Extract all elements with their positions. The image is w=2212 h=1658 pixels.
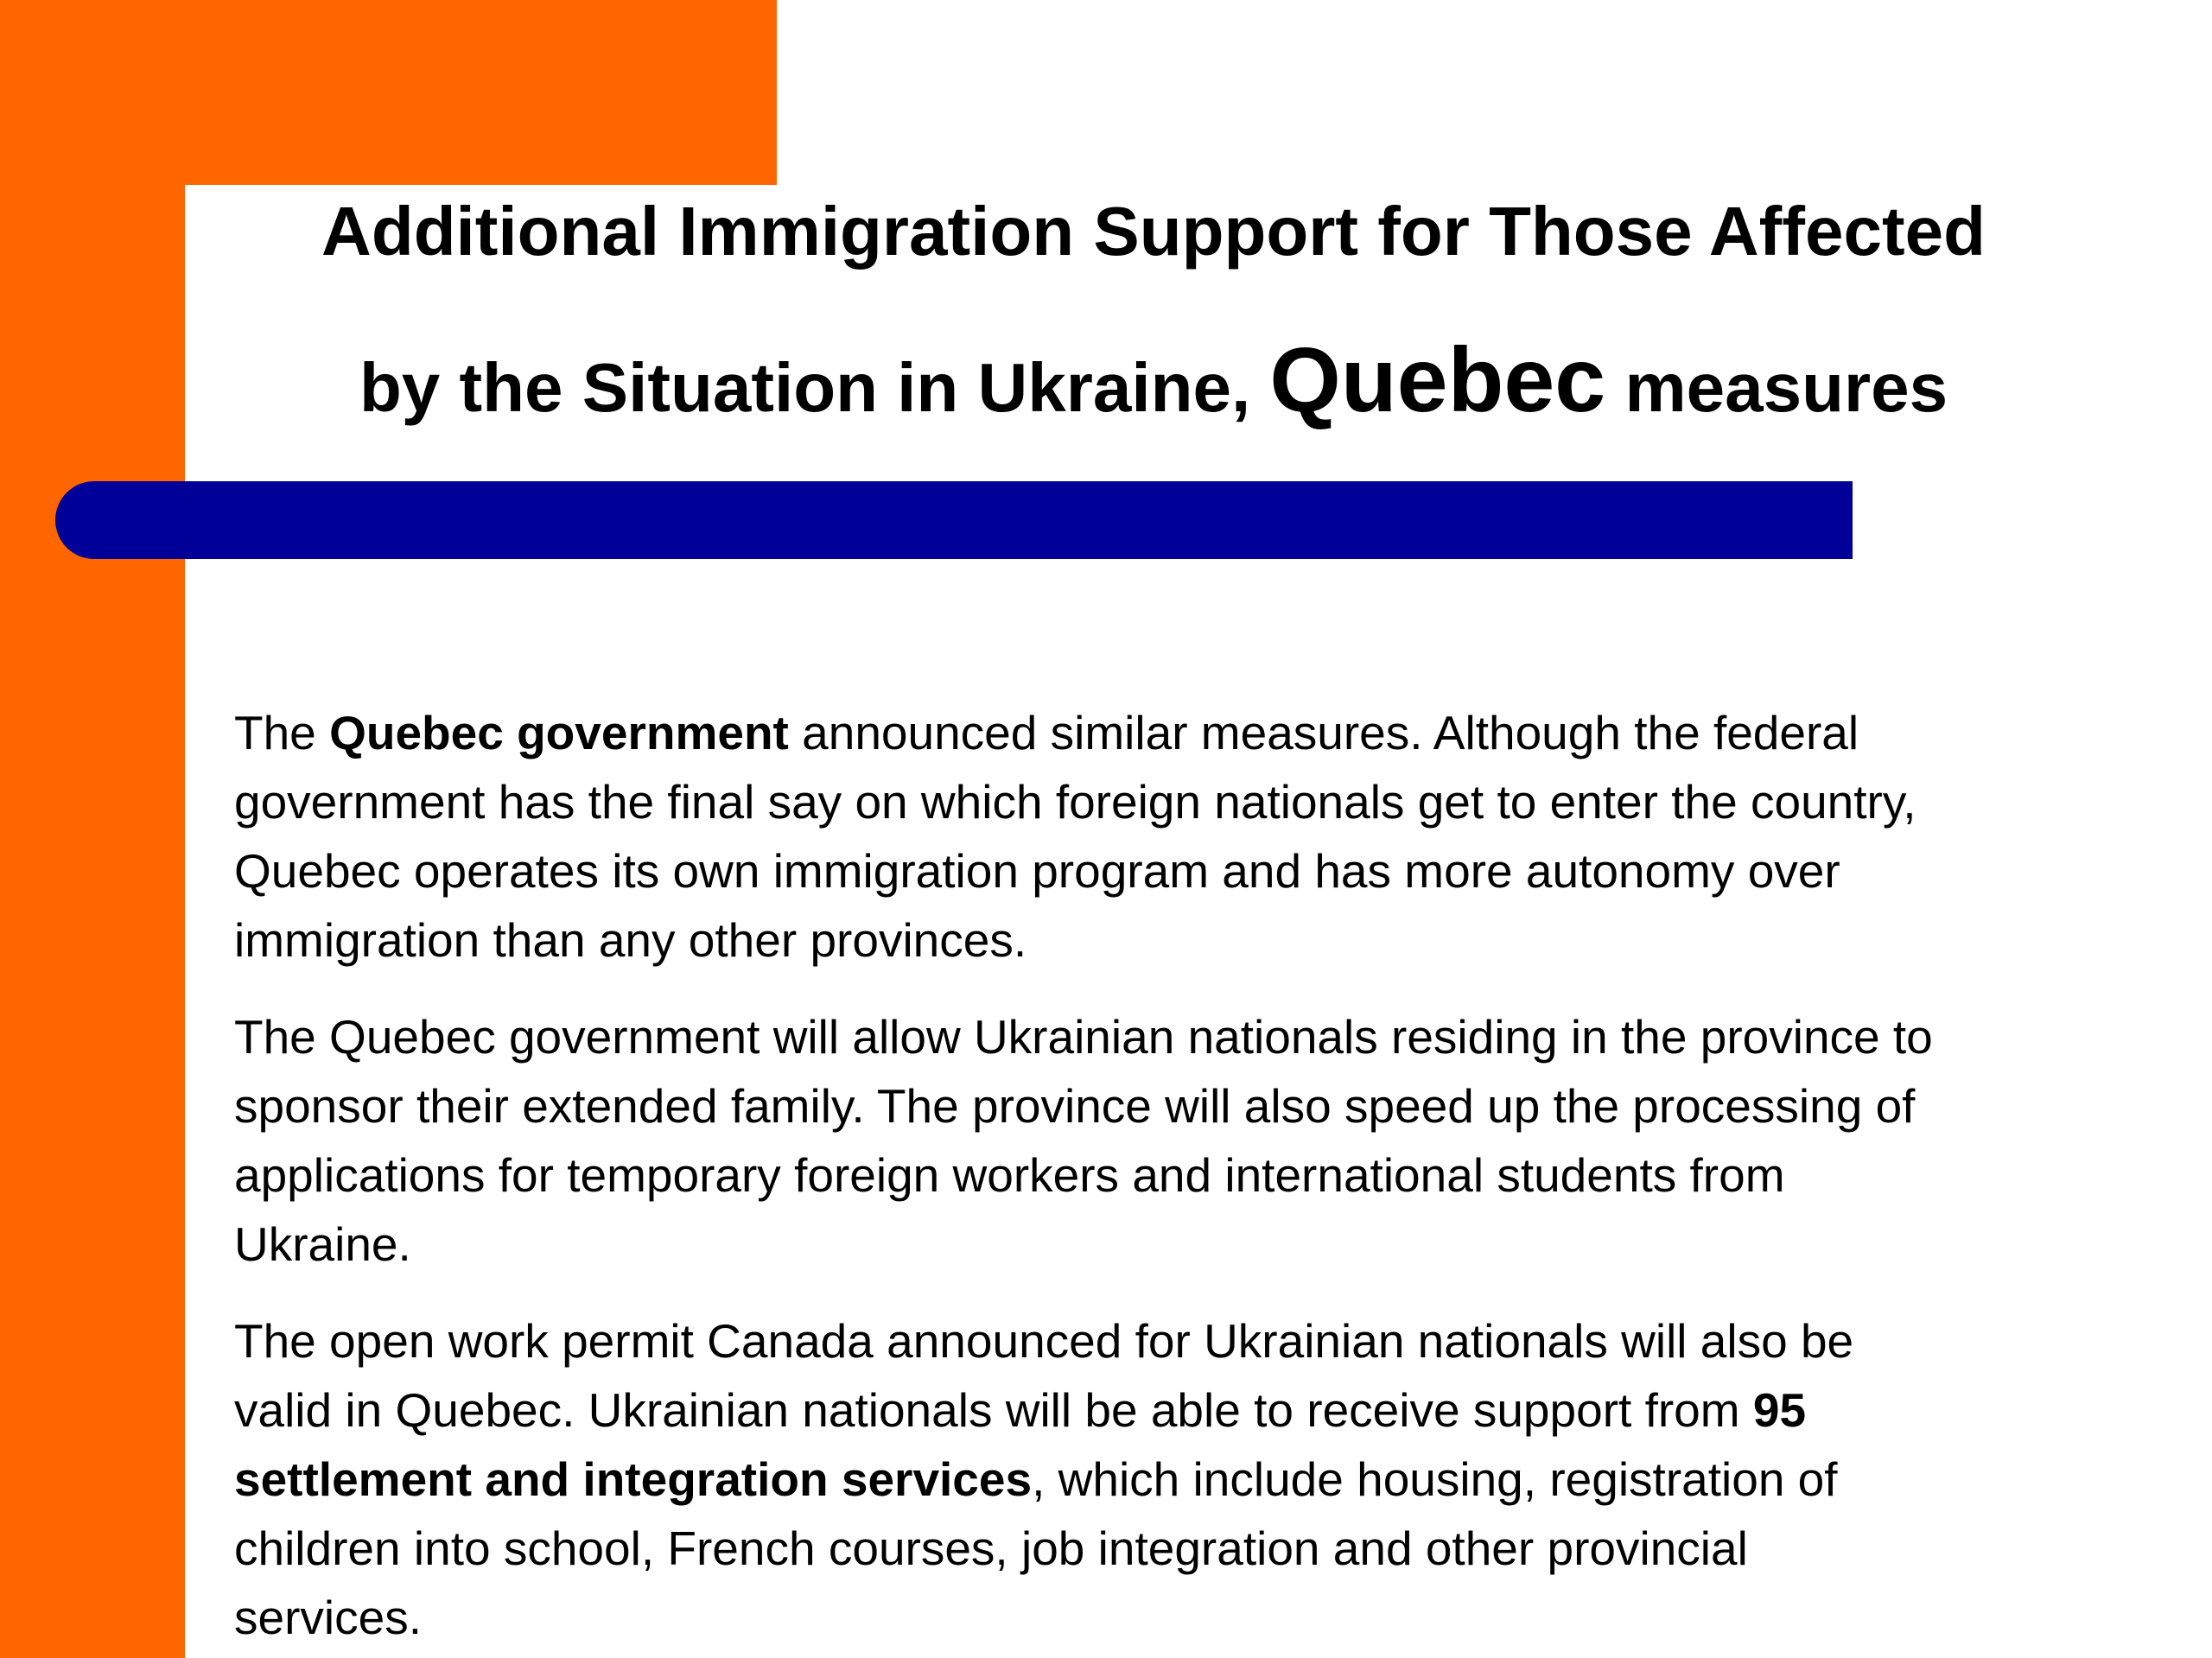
text-line: immigration than any other provinces. — [234, 913, 1027, 967]
text-line: Ukraine. — [234, 1217, 411, 1271]
text-run: announced similar measures. Although the federal — [788, 706, 1859, 759]
paragraph-2 — [234, 1002, 2135, 1279]
text-line: The open work permit Canada announced for Ukrainian nationals will also be — [234, 1314, 1854, 1368]
text-line: children into school, French courses, job integration and other provincial — [234, 1521, 1748, 1575]
title-line-2-suffix: measures — [1624, 349, 1948, 426]
text-run: valid in Quebec. Ukrainian nationals will be able to receive support from — [234, 1383, 1753, 1437]
title-line-1: Additional Immigration Support for Those Affected — [321, 193, 1986, 270]
slide-title — [207, 180, 2100, 432]
title-emphasis-quebec: Quebec — [1269, 329, 1606, 431]
paragraph-3 — [234, 1306, 2135, 1652]
text-line: sponsor their extended family. The province will also speed up the processing of — [234, 1079, 1916, 1133]
text-line: Quebec operates its own immigration program and has more autonomy over — [234, 844, 1840, 898]
text-line — [234, 698, 2135, 767]
bold-text-run: Quebec government — [329, 706, 789, 759]
blue-divider-bar — [55, 481, 1853, 559]
bold-text-run: 95 — [1752, 1383, 1807, 1437]
text-line — [234, 1445, 2135, 1514]
bold-text-run: settlement and integration services — [234, 1452, 1033, 1506]
text-line: The Quebec government will allow Ukrainian nationals residing in the province to — [234, 1010, 1933, 1064]
title-line-2-prefix: by the Situation in Ukraine, — [359, 349, 1251, 426]
text-run: The — [234, 706, 330, 759]
text-line — [234, 1375, 2135, 1445]
paragraph-1 — [234, 698, 2135, 975]
text-line: applications for temporary foreign workers and international students from — [234, 1148, 1785, 1202]
title-line-2 — [207, 328, 2100, 432]
text-run: , which include housing, registration of — [1032, 1452, 1838, 1506]
orange-left-band — [0, 0, 185, 1658]
body-text — [234, 698, 2135, 1658]
text-line: government has the final say on which foreign nationals get to enter the country, — [234, 775, 1916, 829]
text-line: services. — [234, 1591, 422, 1644]
